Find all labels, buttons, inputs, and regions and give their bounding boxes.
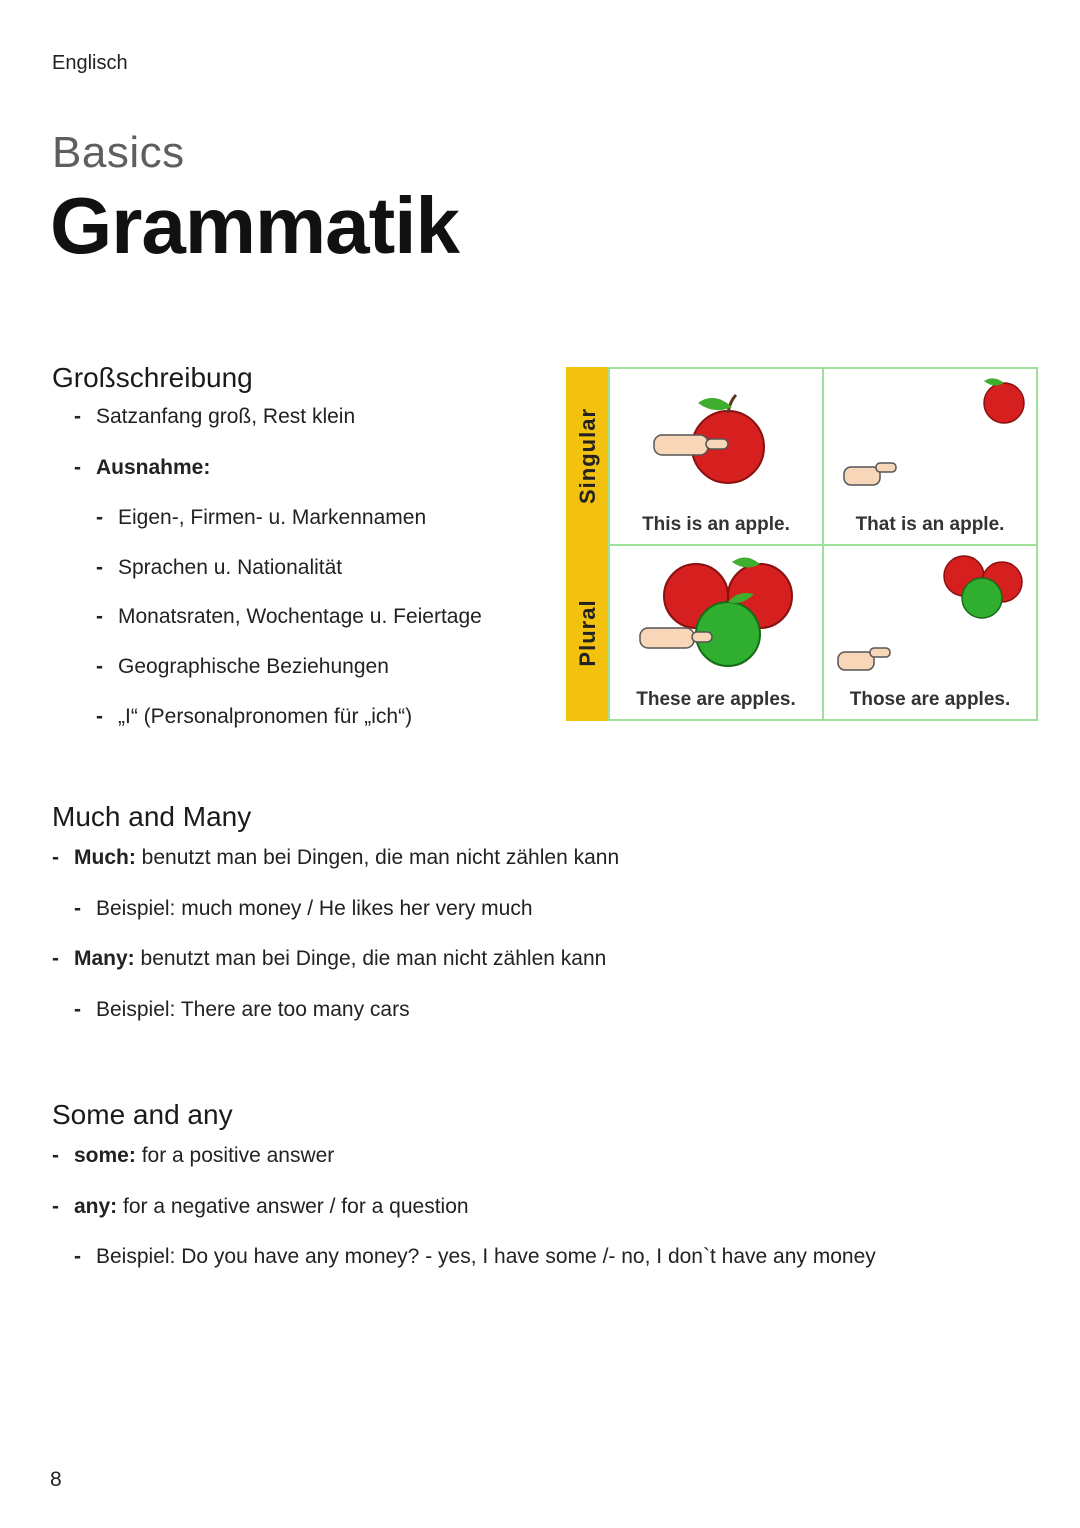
list-item bbox=[52, 1195, 469, 1219]
much-definition: benutzt man bei Dingen, die man nicht zählen kann bbox=[135, 846, 620, 869]
list-item bbox=[96, 556, 342, 580]
bullet-dash: - bbox=[96, 655, 103, 678]
category-label: Basics bbox=[52, 128, 185, 177]
many-example: Beispiel: There are too many cars bbox=[96, 998, 410, 1021]
caption-those: Those are apples. bbox=[849, 689, 1011, 710]
apple-pointing-far-icon bbox=[824, 369, 1040, 509]
list-item bbox=[52, 846, 619, 870]
list-item bbox=[52, 947, 606, 971]
term-much: Much: bbox=[74, 846, 136, 869]
list-item bbox=[96, 705, 412, 729]
bullet-dash: - bbox=[52, 1195, 59, 1218]
list-item bbox=[74, 998, 410, 1022]
term-any: any: bbox=[74, 1195, 118, 1218]
cell-this bbox=[608, 367, 824, 546]
list-item bbox=[74, 1245, 876, 1269]
list-item bbox=[96, 655, 389, 679]
list-item bbox=[74, 456, 210, 480]
list-item bbox=[96, 506, 426, 530]
term-some: some: bbox=[74, 1144, 136, 1167]
section-heading-much-many: Much and Many bbox=[52, 801, 252, 832]
page-title: Grammatik bbox=[50, 181, 459, 270]
caption-this: This is an apple. bbox=[642, 514, 790, 535]
subject-label: Englisch bbox=[52, 52, 128, 74]
exception-text: Geographische Beziehungen bbox=[118, 655, 389, 678]
many-definition: benutzt man bei Dinge, die man nicht zählen kann bbox=[134, 947, 607, 970]
some-any-example: Beispiel: Do you have any money? - yes, I have some /- no, I don`t have any money bbox=[96, 1245, 876, 1268]
bullet-dash: - bbox=[96, 705, 103, 728]
cell-those bbox=[822, 544, 1038, 721]
bullet-dash: - bbox=[74, 897, 81, 920]
cell-that bbox=[822, 367, 1038, 546]
exception-label: Ausnahme: bbox=[96, 456, 211, 479]
demonstratives-figure bbox=[566, 367, 1038, 721]
list-item bbox=[74, 405, 355, 429]
bullet-dash: - bbox=[74, 456, 81, 479]
bullet-dash: - bbox=[52, 846, 59, 869]
bullet-dash: - bbox=[96, 506, 103, 529]
section-heading-some-any: Some and any bbox=[52, 1099, 233, 1130]
term-many: Many: bbox=[74, 947, 135, 970]
list-item bbox=[74, 897, 533, 921]
apples-pointing-near-icon bbox=[610, 546, 826, 686]
bullet-dash: - bbox=[74, 1245, 81, 1268]
page-number: 8 bbox=[50, 1468, 62, 1491]
bullet-dash: - bbox=[74, 405, 81, 428]
any-definition: for a negative answer / for a question bbox=[117, 1195, 469, 1218]
apple-pointing-near-icon bbox=[610, 369, 826, 509]
exception-text: Monatsraten, Wochentage u. Feiertage bbox=[118, 605, 482, 628]
rule-text: Satzanfang groß, Rest klein bbox=[96, 405, 356, 428]
much-example: Beispiel: much money / He likes her very much bbox=[96, 897, 533, 920]
bullet-dash: - bbox=[96, 556, 103, 579]
exception-text: Eigen-, Firmen- u. Markennamen bbox=[118, 506, 427, 529]
bullet-dash: - bbox=[52, 1144, 59, 1167]
cell-these bbox=[608, 544, 824, 721]
exception-text: „I“ (Personalpronomen für „ich“) bbox=[118, 705, 413, 728]
section-heading-capitalization: Großschreibung bbox=[52, 362, 253, 393]
apples-pointing-far-icon bbox=[824, 546, 1040, 686]
bullet-dash: - bbox=[74, 998, 81, 1021]
exception-text: Sprachen u. Nationalität bbox=[118, 556, 343, 579]
some-definition: for a positive answer bbox=[135, 1144, 335, 1167]
row-label-singular: Singular bbox=[566, 367, 610, 544]
row-label-plural: Plural bbox=[566, 544, 610, 721]
caption-that: That is an apple. bbox=[855, 514, 1005, 535]
caption-these: These are apples. bbox=[636, 689, 796, 710]
bullet-dash: - bbox=[96, 605, 103, 628]
list-item bbox=[96, 605, 482, 629]
list-item bbox=[52, 1144, 334, 1168]
bullet-dash: - bbox=[52, 947, 59, 970]
